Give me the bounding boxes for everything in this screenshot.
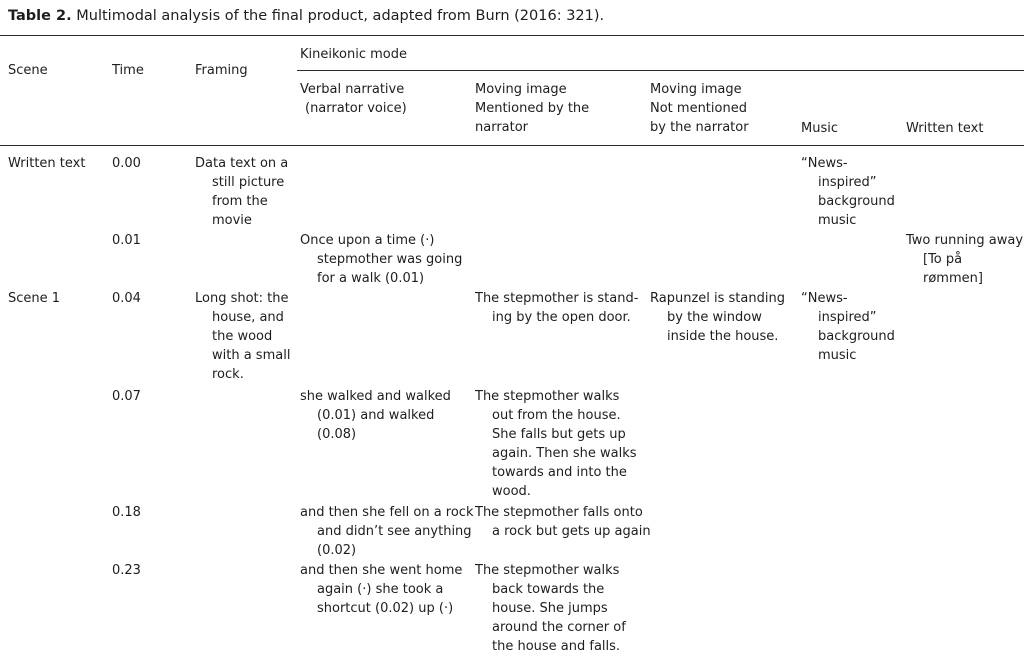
header-verbal-narrative (300, 80, 407, 118)
cell-verbal (300, 503, 473, 560)
header-not-mentioned-line: by the narrator (650, 120, 749, 135)
cell-line: the wood (212, 329, 273, 344)
cell-line: background (818, 329, 895, 344)
cell-framing (195, 289, 290, 384)
cell-line: (0.02) (317, 543, 357, 558)
cell-line: and then she went home (300, 563, 463, 578)
header-mentioned-line: Mentioned by the (475, 101, 590, 116)
cell-line: and didn’t see anything (317, 524, 472, 539)
header-mentioned-line: Moving image (475, 82, 567, 97)
cell-line: music (818, 348, 857, 363)
cell-line: again. Then she walks (492, 446, 637, 461)
cell-line: inspired” (818, 175, 877, 190)
cell-line: Long shot: the (195, 291, 289, 306)
cell-music (801, 154, 895, 230)
cell-line: Rapunzel is standing (650, 291, 785, 306)
cell-verbal (300, 561, 462, 618)
cell-line: [To på (923, 252, 963, 267)
cell-line: with a small (212, 348, 291, 363)
cell-verbal (300, 387, 451, 444)
top-rule (0, 35, 1024, 36)
cell-time (112, 154, 141, 173)
cell-line: The stepmother is stand- (475, 291, 639, 306)
cell-line: wood. (492, 484, 531, 499)
cell-line: 0.04 (112, 291, 141, 306)
cell-not-mentioned (650, 289, 785, 346)
header-not-mentioned-line: Moving image (650, 82, 742, 97)
cell-line: around the corner of (492, 620, 626, 635)
cell-line: back towards the (492, 582, 605, 597)
cell-line: inside the house. (667, 329, 779, 344)
cell-line: “News- (801, 156, 848, 171)
cell-line: Data text on a (195, 156, 289, 171)
cell-line: Written text (8, 156, 86, 171)
cell-mentioned (475, 289, 638, 327)
cell-line: again (·) she took a (317, 582, 444, 597)
cell-mentioned (475, 561, 626, 656)
header-written-text: Written text (906, 121, 984, 136)
cell-time (112, 231, 141, 250)
cell-line: stepmother was going (317, 252, 463, 267)
cell-scene (8, 289, 60, 308)
header-not-mentioned-line: Not mentioned (650, 101, 747, 116)
header-moving-image-not-mentioned (650, 80, 749, 137)
cell-music (801, 289, 895, 365)
header-mentioned-line: narrator (475, 120, 529, 135)
header-bottom-rule (0, 145, 1024, 146)
header-verbal-line: Verbal narrative (300, 82, 405, 97)
cell-line: from the (212, 194, 268, 209)
cell-line: she walked and walked (300, 389, 451, 404)
cell-line: Two running away (906, 233, 1024, 248)
cell-line: (0.08) (317, 427, 357, 442)
cell-time (112, 289, 141, 308)
cell-line: movie (212, 213, 252, 228)
header-time: Time (112, 63, 144, 78)
cell-line: 0.00 (112, 156, 141, 171)
cell-line: background (818, 194, 895, 209)
cell-mentioned (475, 387, 637, 501)
cell-mentioned (475, 503, 651, 541)
cell-line: house, and (212, 310, 284, 325)
cell-line: 0.18 (112, 505, 141, 520)
cell-verbal (300, 231, 462, 288)
header-music: Music (801, 121, 838, 136)
cell-line: a rock but gets up again (492, 524, 651, 539)
cell-line: and then she fell on a rock (300, 505, 474, 520)
table-caption (8, 8, 604, 24)
cell-line: ing by the open door. (492, 310, 631, 325)
cell-line: out from the house. (492, 408, 621, 423)
caption-label: Table 2. (8, 8, 72, 24)
header-kineikonic-mode: Kineikonic mode (300, 47, 408, 62)
header-framing: Framing (195, 63, 248, 78)
cell-line: The stepmother walks (475, 389, 620, 404)
cell-line: rock. (212, 367, 244, 382)
cell-framing (195, 154, 288, 230)
header-moving-image-mentioned (475, 80, 589, 137)
cell-line: music (818, 213, 857, 228)
cell-line: house. She jumps (492, 601, 608, 616)
cell-scene (8, 154, 85, 173)
cell-line: The stepmother walks (475, 563, 620, 578)
cell-line: 0.01 (112, 233, 141, 248)
cell-line: towards and into the (492, 465, 627, 480)
cell-line: 0.23 (112, 563, 141, 578)
cell-written (906, 231, 1023, 288)
cell-line: Scene 1 (8, 291, 61, 306)
cell-line: for a walk (0.01) (317, 271, 425, 286)
header-verbal-line: (narrator voice) (305, 101, 407, 116)
cell-line: She falls but gets up (492, 427, 626, 442)
cell-line: (0.01) and walked (317, 408, 435, 423)
cell-line: still picture (212, 175, 285, 190)
cell-line: the house and falls. (492, 639, 621, 654)
cell-line: inspired” (818, 310, 877, 325)
cell-time (112, 387, 141, 406)
cell-line: “News- (801, 291, 848, 306)
cell-time (112, 561, 141, 580)
cell-line: The stepmother falls onto (475, 505, 643, 520)
cell-line: 0.07 (112, 389, 141, 404)
cell-line: shortcut (0.02) up (·) (317, 601, 454, 616)
cell-time (112, 503, 141, 522)
header-scene: Scene (8, 63, 48, 78)
cell-line: rømmen] (923, 271, 983, 286)
cell-line: Once upon a time (·) (300, 233, 435, 248)
caption-text: Multimodal analysis of the final product, adapted from Burn (2016: 321). (76, 8, 605, 24)
cell-line: by the window (667, 310, 762, 325)
group-rule (297, 70, 1024, 71)
